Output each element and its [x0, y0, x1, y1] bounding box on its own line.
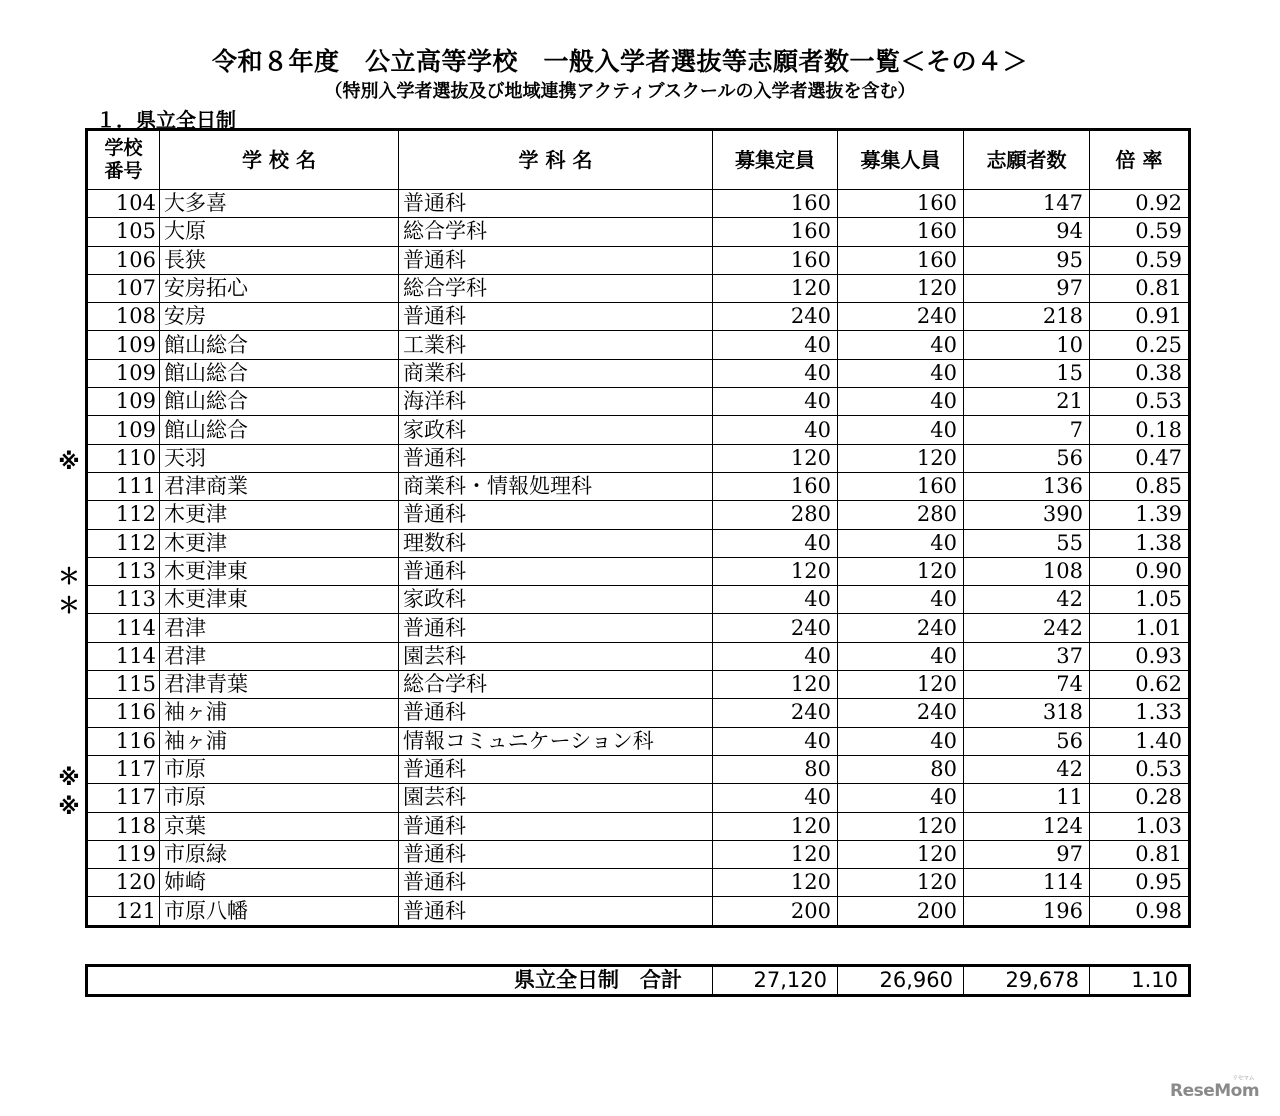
cell-ratio: 0.98	[1090, 897, 1190, 926]
cell-applicants: 42	[964, 586, 1090, 614]
cell-recruit: 80	[838, 755, 964, 783]
cell-applicants: 56	[964, 444, 1090, 472]
cell-school-code: 107	[87, 274, 160, 302]
cell-recruit: 200	[838, 897, 964, 926]
cell-recruit: 120	[838, 444, 964, 472]
cell-ratio: 0.28	[1090, 784, 1190, 812]
cell-applicants: 74	[964, 671, 1090, 699]
cell-school-code: 116	[87, 727, 160, 755]
cell-recruit: 40	[838, 331, 964, 359]
cell-department: 海洋科	[399, 388, 713, 416]
cell-school-code: 119	[87, 840, 160, 868]
cell-recruit: 120	[838, 812, 964, 840]
table-header-row	[87, 130, 1190, 190]
table-row	[87, 897, 1190, 926]
cell-department: 普通科	[399, 840, 713, 868]
table-row	[87, 840, 1190, 868]
cell-department: 普通科	[399, 812, 713, 840]
cell-ratio: 0.85	[1090, 472, 1190, 500]
cell-recruit: 40	[838, 359, 964, 387]
cell-department: 園芸科	[399, 642, 713, 670]
cell-department: 家政科	[399, 416, 713, 444]
table-row	[87, 869, 1190, 897]
cell-ratio: 1.33	[1090, 699, 1190, 727]
table-row	[87, 388, 1190, 416]
table-row	[87, 614, 1190, 642]
cell-quota: 160	[713, 246, 838, 274]
cell-applicants: 318	[964, 699, 1090, 727]
cell-school-name: 館山総合	[160, 359, 399, 387]
cell-applicants: 97	[964, 840, 1090, 868]
cell-ratio: 1.05	[1090, 586, 1190, 614]
cell-applicants: 390	[964, 501, 1090, 529]
cell-recruit: 120	[838, 274, 964, 302]
cell-applicants: 7	[964, 416, 1090, 444]
cell-quota: 280	[713, 501, 838, 529]
total-applicants: 29,678	[964, 966, 1090, 996]
cell-school-code: 108	[87, 303, 160, 331]
cell-recruit: 40	[838, 586, 964, 614]
cell-school-name: 大原	[160, 218, 399, 246]
cell-recruit: 280	[838, 501, 964, 529]
cell-department: 総合学科	[399, 274, 713, 302]
cell-ratio: 0.81	[1090, 274, 1190, 302]
cell-applicants: 108	[964, 557, 1090, 585]
cell-school-name: 木更津	[160, 529, 399, 557]
reference-mark-icon: ※	[58, 766, 80, 791]
cell-department: 普通科	[399, 501, 713, 529]
cell-department: 理数科	[399, 529, 713, 557]
header-applicants: 志願者数	[964, 130, 1090, 190]
cell-department: 園芸科	[399, 784, 713, 812]
cell-department: 商業科	[399, 359, 713, 387]
cell-quota: 80	[713, 755, 838, 783]
cell-school-name: 大多喜	[160, 190, 399, 218]
cell-recruit: 240	[838, 699, 964, 727]
cell-recruit: 160	[838, 218, 964, 246]
cell-ratio: 0.59	[1090, 218, 1190, 246]
cell-quota: 160	[713, 190, 838, 218]
cell-school-code: 110	[87, 444, 160, 472]
cell-recruit: 160	[838, 246, 964, 274]
cell-recruit: 40	[838, 416, 964, 444]
table-row	[87, 755, 1190, 783]
table-row	[87, 784, 1190, 812]
cell-quota: 40	[713, 388, 838, 416]
total-ratio: 1.10	[1090, 966, 1190, 996]
table-row	[87, 472, 1190, 500]
cell-school-code: 114	[87, 614, 160, 642]
header-quota: 募集定員	[713, 130, 838, 190]
cell-ratio: 0.18	[1090, 416, 1190, 444]
cell-quota: 120	[713, 812, 838, 840]
cell-recruit: 40	[838, 727, 964, 755]
cell-school-code: 104	[87, 190, 160, 218]
cell-school-code: 116	[87, 699, 160, 727]
cell-school-code: 115	[87, 671, 160, 699]
cell-department: 普通科	[399, 897, 713, 926]
cell-school-name: 市原緑	[160, 840, 399, 868]
cell-quota: 40	[713, 359, 838, 387]
section-heading: １．県立全日制	[96, 108, 236, 132]
cell-ratio: 0.59	[1090, 246, 1190, 274]
table-row	[87, 331, 1190, 359]
cell-recruit: 160	[838, 472, 964, 500]
cell-department: 総合学科	[399, 671, 713, 699]
cell-quota: 240	[713, 614, 838, 642]
cell-school-code: 109	[87, 416, 160, 444]
cell-school-name: 京葉	[160, 812, 399, 840]
total-table	[85, 964, 1191, 997]
cell-school-name: 君津	[160, 642, 399, 670]
cell-ratio: 0.90	[1090, 557, 1190, 585]
cell-school-name: 木更津東	[160, 586, 399, 614]
cell-recruit: 40	[838, 784, 964, 812]
cell-school-name: 館山総合	[160, 416, 399, 444]
cell-ratio: 1.38	[1090, 529, 1190, 557]
cell-quota: 120	[713, 557, 838, 585]
cell-department: 普通科	[399, 699, 713, 727]
table-body	[87, 190, 1190, 927]
cell-ratio: 0.81	[1090, 840, 1190, 868]
cell-quota: 240	[713, 699, 838, 727]
cell-school-name: 館山総合	[160, 388, 399, 416]
cell-quota: 120	[713, 869, 838, 897]
cell-school-code: 111	[87, 472, 160, 500]
cell-school-name: 君津商業	[160, 472, 399, 500]
cell-ratio: 1.39	[1090, 501, 1190, 529]
cell-school-name: 安房	[160, 303, 399, 331]
cell-quota: 240	[713, 303, 838, 331]
cell-recruit: 120	[838, 840, 964, 868]
cell-quota: 40	[713, 586, 838, 614]
cell-quota: 40	[713, 642, 838, 670]
cell-school-name: 長狭	[160, 246, 399, 274]
cell-recruit: 160	[838, 190, 964, 218]
cell-school-code: 105	[87, 218, 160, 246]
cell-department: 普通科	[399, 869, 713, 897]
page-title: 令和８年度 公立高等学校 一般入学者選抜等志願者数一覧＜その４＞	[211, 47, 1028, 76]
asterisk-mark-icon: ＊	[57, 593, 80, 619]
cell-school-code: 112	[87, 501, 160, 529]
cell-school-code: 109	[87, 388, 160, 416]
cell-school-code: 106	[87, 246, 160, 274]
cell-department: 普通科	[399, 303, 713, 331]
cell-school-name: 袖ヶ浦	[160, 727, 399, 755]
cell-applicants: 11	[964, 784, 1090, 812]
cell-applicants: 95	[964, 246, 1090, 274]
cell-recruit: 120	[838, 671, 964, 699]
cell-quota: 120	[713, 274, 838, 302]
cell-school-name: 木更津東	[160, 557, 399, 585]
cell-school-code: 113	[87, 557, 160, 585]
cell-recruit: 120	[838, 869, 964, 897]
cell-applicants: 196	[964, 897, 1090, 926]
cell-applicants: 42	[964, 755, 1090, 783]
cell-applicants: 94	[964, 218, 1090, 246]
cell-applicants: 37	[964, 642, 1090, 670]
cell-department: 普通科	[399, 614, 713, 642]
cell-applicants: 114	[964, 869, 1090, 897]
reference-mark-icon: ※	[58, 794, 80, 820]
cell-department: 普通科	[399, 246, 713, 274]
cell-applicants: 136	[964, 472, 1090, 500]
cell-school-name: 館山総合	[160, 331, 399, 359]
header-ratio: 倍 率	[1090, 130, 1190, 190]
resemom-logo: ReseMom リセマム	[1170, 1075, 1260, 1101]
table-row	[87, 642, 1190, 670]
cell-applicants: 15	[964, 359, 1090, 387]
cell-recruit: 240	[838, 303, 964, 331]
table-row	[87, 444, 1190, 472]
cell-department: 普通科	[399, 444, 713, 472]
header-department: 学 科 名	[399, 130, 713, 190]
cell-school-code: 109	[87, 331, 160, 359]
cell-quota: 40	[713, 529, 838, 557]
cell-applicants: 147	[964, 190, 1090, 218]
cell-recruit: 40	[838, 529, 964, 557]
table-row	[87, 359, 1190, 387]
cell-school-name: 木更津	[160, 501, 399, 529]
cell-ratio: 0.92	[1090, 190, 1190, 218]
cell-school-name: 袖ヶ浦	[160, 699, 399, 727]
cell-school-code: 120	[87, 869, 160, 897]
cell-ratio: 1.40	[1090, 727, 1190, 755]
cell-school-name: 市原八幡	[160, 897, 399, 926]
header-school-name: 学 校 名	[160, 130, 399, 190]
cell-ratio: 0.53	[1090, 388, 1190, 416]
cell-applicants: 55	[964, 529, 1090, 557]
cell-applicants: 56	[964, 727, 1090, 755]
cell-ratio: 0.91	[1090, 303, 1190, 331]
cell-applicants: 97	[964, 274, 1090, 302]
table-row	[87, 727, 1190, 755]
cell-quota: 160	[713, 472, 838, 500]
cell-department: 普通科	[399, 755, 713, 783]
cell-ratio: 0.93	[1090, 642, 1190, 670]
cell-school-name: 君津	[160, 614, 399, 642]
cell-ratio: 1.01	[1090, 614, 1190, 642]
table-row	[87, 416, 1190, 444]
cell-quota: 40	[713, 784, 838, 812]
cell-ratio: 1.03	[1090, 812, 1190, 840]
cell-ratio: 0.95	[1090, 869, 1190, 897]
cell-quota: 120	[713, 840, 838, 868]
cell-quota: 40	[713, 416, 838, 444]
page-subtitle: （特別入学者選抜及び地域連携アクティブスクールの入学者選抜を含む）	[324, 81, 916, 102]
cell-quota: 160	[713, 218, 838, 246]
cell-ratio: 0.62	[1090, 671, 1190, 699]
cell-school-code: 121	[87, 897, 160, 926]
table-row	[87, 246, 1190, 274]
table-row	[87, 303, 1190, 331]
cell-recruit: 40	[838, 388, 964, 416]
total-quota: 27,120	[713, 966, 838, 996]
cell-department: 総合学科	[399, 218, 713, 246]
cell-school-code: 112	[87, 529, 160, 557]
cell-school-code: 113	[87, 586, 160, 614]
reference-mark-icon: ※	[58, 449, 80, 475]
table-row	[87, 699, 1190, 727]
cell-quota: 200	[713, 897, 838, 926]
cell-ratio: 0.25	[1090, 331, 1190, 359]
cell-quota: 120	[713, 671, 838, 699]
asterisk-mark-icon: ＊	[57, 564, 80, 590]
table-row	[87, 586, 1190, 614]
table-row	[87, 671, 1190, 699]
cell-recruit: 120	[838, 557, 964, 585]
cell-quota: 120	[713, 444, 838, 472]
cell-school-code: 118	[87, 812, 160, 840]
total-row	[87, 966, 1190, 996]
cell-school-code: 117	[87, 755, 160, 783]
cell-applicants: 218	[964, 303, 1090, 331]
cell-school-code: 114	[87, 642, 160, 670]
cell-ratio: 0.47	[1090, 444, 1190, 472]
cell-department: 普通科	[399, 557, 713, 585]
cell-quota: 40	[713, 727, 838, 755]
total-label: 県立全日制 合計	[87, 966, 713, 996]
cell-department: 普通科	[399, 190, 713, 218]
cell-applicants: 21	[964, 388, 1090, 416]
cell-applicants: 124	[964, 812, 1090, 840]
cell-school-name: 姉崎	[160, 869, 399, 897]
cell-school-name: 天羽	[160, 444, 399, 472]
cell-ratio: 0.38	[1090, 359, 1190, 387]
applicants-table	[85, 128, 1191, 928]
cell-applicants: 242	[964, 614, 1090, 642]
header-recruit: 募集人員	[838, 130, 964, 190]
cell-applicants: 10	[964, 331, 1090, 359]
cell-recruit: 240	[838, 614, 964, 642]
cell-recruit: 40	[838, 642, 964, 670]
total-recruit: 26,960	[838, 966, 964, 996]
cell-department: 家政科	[399, 586, 713, 614]
cell-school-code: 109	[87, 359, 160, 387]
table-row	[87, 812, 1190, 840]
cell-department: 情報コミュニケーション科	[399, 727, 713, 755]
cell-department: 商業科・情報処理科	[399, 472, 713, 500]
header-school-code: 学校 番号	[87, 130, 160, 190]
table-row	[87, 190, 1190, 218]
cell-school-name: 市原	[160, 784, 399, 812]
cell-school-name: 市原	[160, 755, 399, 783]
cell-school-name: 安房拓心	[160, 274, 399, 302]
table-row	[87, 218, 1190, 246]
table-row	[87, 529, 1190, 557]
cell-department: 工業科	[399, 331, 713, 359]
cell-ratio: 0.53	[1090, 755, 1190, 783]
cell-quota: 40	[713, 331, 838, 359]
cell-school-name: 君津青葉	[160, 671, 399, 699]
cell-school-code: 117	[87, 784, 160, 812]
table-row	[87, 557, 1190, 585]
table-row	[87, 501, 1190, 529]
table-row	[87, 274, 1190, 302]
